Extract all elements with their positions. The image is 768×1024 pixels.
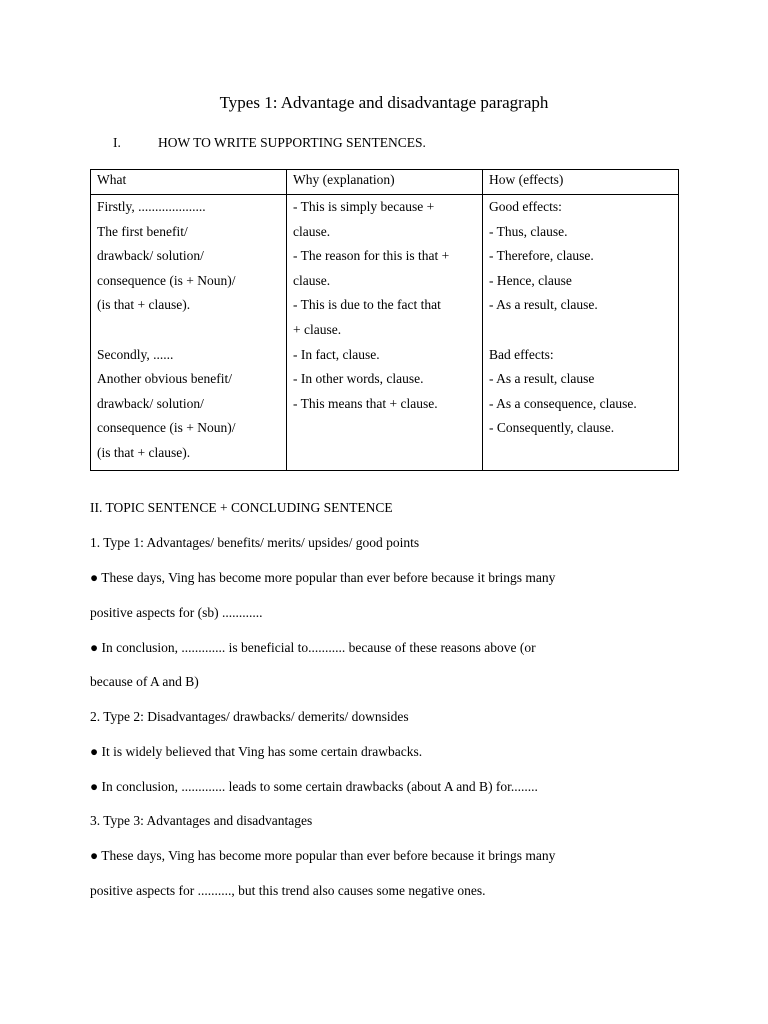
section-2-heading: II. TOPIC SENTENCE + CONCLUDING SENTENCE bbox=[90, 500, 393, 515]
table-header-what: What bbox=[91, 170, 287, 195]
paragraph-line: ● These days, Ving has become more popular than ever before because it brings many bbox=[90, 570, 556, 585]
table-cell-what bbox=[91, 195, 287, 471]
cell-line: - This means that + clause. bbox=[293, 395, 438, 411]
cell-line: - This is simply because + bbox=[293, 199, 435, 214]
cell-line: - The reason for this is that + bbox=[293, 248, 450, 264]
table-row bbox=[91, 195, 679, 471]
cell-line: Good effects: bbox=[489, 199, 562, 214]
table-cell-how bbox=[483, 195, 679, 471]
paragraph-line: because of A and B) bbox=[90, 674, 199, 689]
cell-line: The first benefit/ bbox=[97, 223, 188, 239]
section-1-title: HOW TO WRITE SUPPORTING SENTENCES. bbox=[158, 135, 426, 150]
table-header-how: How (effects) bbox=[483, 170, 679, 195]
cell-line: - Thus, clause. bbox=[489, 223, 568, 239]
page-title: Types 1: Advantage and disadvantage paragraph bbox=[219, 93, 549, 112]
cell-line: Firstly, .................... bbox=[97, 199, 206, 214]
cell-line: consequence (is + Noun)/ bbox=[97, 272, 236, 288]
cell-line: clause. bbox=[293, 223, 331, 239]
cell-line: - Therefore, clause. bbox=[489, 248, 594, 264]
cell-line: - This is due to the fact that bbox=[293, 297, 441, 313]
paragraph-line: ● It is widely believed that Ving has some certain drawbacks. bbox=[90, 744, 423, 759]
paragraph-line: ● In conclusion, ............. is beneficial to........... because of these reasons above (or bbox=[90, 640, 536, 655]
cell-line: Another obvious benefit/ bbox=[97, 371, 232, 387]
type-3-heading: 3. Type 3: Advantages and disadvantages bbox=[90, 813, 313, 828]
cell-line bbox=[489, 318, 672, 343]
cell-line: clause. bbox=[293, 272, 331, 288]
cell-line: Secondly, ...... bbox=[97, 346, 174, 362]
cell-line: drawback/ solution/ bbox=[97, 395, 204, 411]
paragraph-line: positive aspects for .........., but this trend also causes some negative ones. bbox=[90, 883, 486, 898]
cell-line: (is that + clause). bbox=[97, 297, 191, 313]
cell-line: - In other words, clause. bbox=[293, 371, 424, 387]
cell-line: - In fact, clause. bbox=[293, 346, 380, 362]
cell-line: + clause. bbox=[293, 321, 342, 337]
cell-line: consequence (is + Noun)/ bbox=[97, 420, 236, 436]
cell-line: - Hence, clause bbox=[489, 272, 572, 288]
paragraph-line: positive aspects for (sb) ............ bbox=[90, 605, 263, 620]
supporting-sentences-table bbox=[90, 169, 679, 471]
type-2-heading: 2. Type 2: Disadvantages/ drawbacks/ demerits/ downsides bbox=[90, 709, 409, 724]
paragraph-line: ● In conclusion, ............. leads to some certain drawbacks (about A and B) for........ bbox=[90, 779, 538, 794]
paragraph-line: ● These days, Ving has become more popular than ever before because it brings many bbox=[90, 848, 556, 863]
cell-line: drawback/ solution/ bbox=[97, 248, 204, 264]
table-cell-why bbox=[287, 195, 483, 471]
section-1-number: I. bbox=[113, 135, 121, 150]
cell-line: - Consequently, clause. bbox=[489, 420, 615, 436]
table-header-why: Why (explanation) bbox=[287, 170, 483, 195]
cell-line bbox=[97, 318, 280, 343]
cell-line: - As a result, clause. bbox=[489, 297, 598, 313]
cell-line: (is that + clause). bbox=[97, 444, 191, 460]
cell-line: - As a result, clause bbox=[489, 371, 595, 387]
cell-line: Bad effects: bbox=[489, 346, 554, 362]
type-1-heading: 1. Type 1: Advantages/ benefits/ merits/ upsides/ good points bbox=[90, 535, 420, 550]
cell-line: - As a consequence, clause. bbox=[489, 395, 637, 411]
table-header-row bbox=[91, 170, 679, 195]
section-1-heading bbox=[113, 135, 426, 151]
